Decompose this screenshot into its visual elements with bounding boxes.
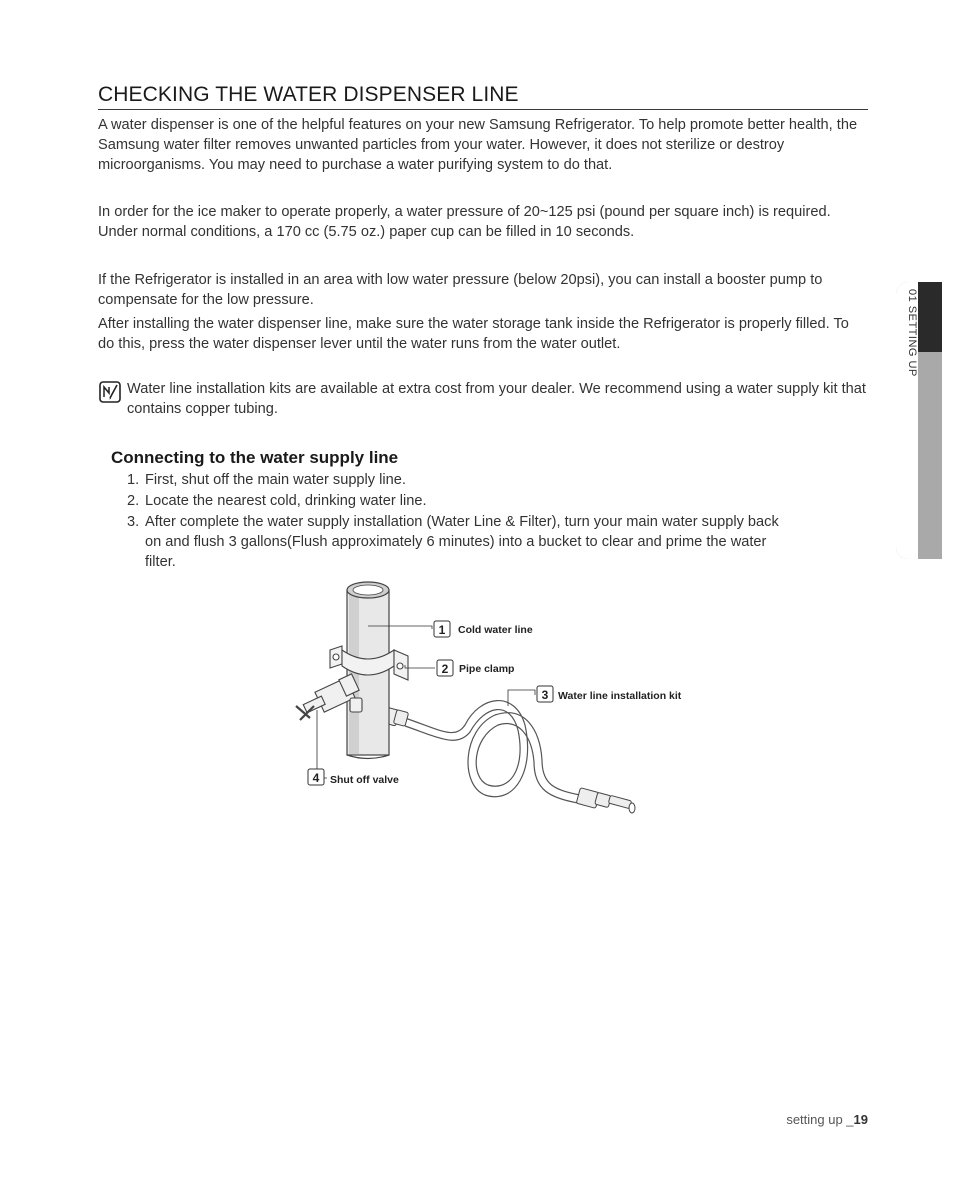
intro-paragraph: A water dispenser is one of the helpful features on your new Samsung Refrigerator. To help promote better health, the Samsung water filter removes unwanted particles from your water. However, it does not sterilize or destroy microorganisms. You may need to purchase a water purifying system to do that.	[98, 117, 858, 173]
booster-pump-paragraph: If the Refrigerator is installed in an area with low water pressure (below 20psi), you can install a booster pump to compensate for the low pressure.	[98, 272, 823, 308]
callout-water-line-kit	[537, 686, 682, 702]
footer-section-text: setting up _	[786, 1112, 854, 1127]
svg-text:Water line installation kit: Water line installation kit	[558, 690, 682, 702]
page-number: 19	[853, 1112, 868, 1127]
svg-text:1: 1	[438, 623, 446, 637]
step-number: 2.	[127, 493, 140, 509]
list-item	[127, 470, 787, 490]
svg-text:Cold water line: Cold water line	[458, 624, 533, 636]
callout-shut-off-valve	[308, 769, 399, 786]
step-number: 1.	[127, 472, 140, 488]
pressure-paragraph: In order for the ice maker to operate properly, a water pressure of 20~125 psi (pound per square inch) is required. Under normal conditions, a 170 cc (5.75 oz.) paper cup can be filled in 10 seconds.	[98, 204, 831, 240]
page-title: CHECKING THE WATER DISPENSER LINE	[98, 82, 868, 110]
chapter-tab-label: 01 SETTING UP	[906, 289, 918, 377]
step-text: Locate the nearest cold, drinking water line.	[145, 493, 427, 509]
page-footer	[786, 1112, 868, 1127]
svg-text:2: 2	[441, 662, 449, 676]
step-text: First, shut off the main water supply line.	[145, 472, 406, 488]
svg-text:4: 4	[312, 771, 320, 785]
storage-tank-paragraph: After installing the water dispenser line, make sure the water storage tank inside the Refrigerator is properly filled. To do this, press the water dispenser lever until the water runs from the water outlet.	[98, 316, 849, 352]
callout-cold-water-line	[434, 621, 533, 637]
tube-end-fitting	[576, 788, 635, 813]
callout-pipe-clamp	[437, 660, 514, 676]
list-item	[127, 512, 787, 572]
water-line-coil	[405, 701, 580, 803]
step-text: After complete the water supply installation (Water Line & Filter), turn your main water supply back on and flush 3 gallons(Flush approximately 6 minutes) into a bucket to clear and prime the water filter.	[145, 514, 779, 570]
water-line-diagram	[280, 580, 720, 820]
svg-text:Shut off valve: Shut off valve	[330, 774, 399, 786]
svg-text:3: 3	[541, 688, 549, 702]
steps-list	[127, 470, 787, 573]
note-text: Water line installation kits are available at extra cost from your dealer. We recommend using a water supply kit that contains copper tubing.	[127, 381, 866, 417]
section-heading: Connecting to the water supply line	[111, 448, 399, 467]
svg-text:Pipe clamp: Pipe clamp	[459, 663, 515, 675]
step-number: 3.	[127, 514, 140, 530]
list-item	[127, 491, 787, 511]
chapter-tab-marker	[918, 282, 942, 352]
note-icon	[99, 381, 121, 403]
